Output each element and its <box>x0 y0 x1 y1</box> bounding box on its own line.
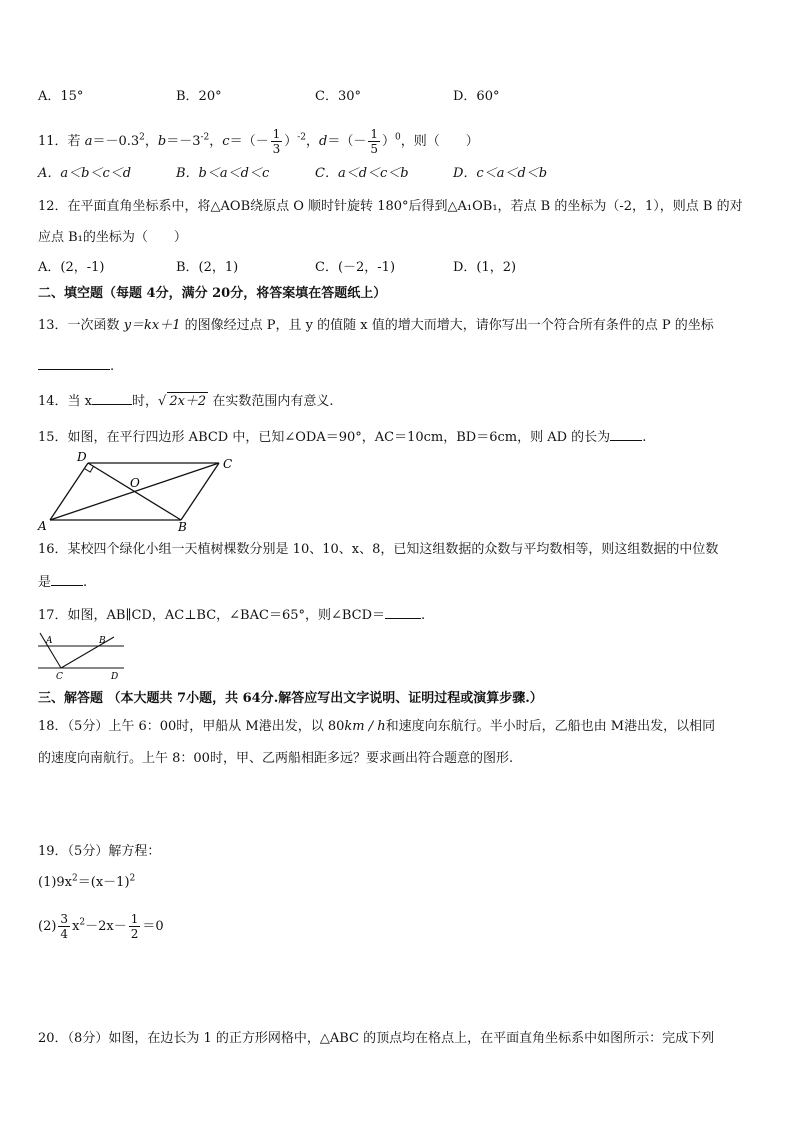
q18-stem-line2: 的速度向南航行。上午 8：00时，甲、乙两船相距多远？要求画出符合题意的图形. <box>38 751 514 766</box>
q11-option-c: C．a＜d＜c＜b <box>315 166 409 181</box>
q15-blank[interactable] <box>610 426 642 441</box>
q19-equation-2: (2) $\frac{3}{4}$ $x^2-2x-$ $\frac{1}{2}$ ＝0 <box>38 912 164 941</box>
q16-blank[interactable] <box>51 571 83 586</box>
q17-parallel-lines-figure <box>34 628 129 684</box>
q10-option-d: D．60° <box>453 89 500 104</box>
q15-stem: 15．如图，在平行四边形 ABCD 中，已知∠ODA＝90°，AC＝10cm，BD＝6cm，则 AD 的长为 . <box>38 426 646 447</box>
q17-blank[interactable] <box>385 604 421 619</box>
q20-stem-line1: 20．（8分）如图，在边长为 1 的正方形网格中，△ABC 的顶点均在格点上，在平面直角坐标系中如图所示：完成下列 <box>38 1031 715 1046</box>
label-c: C <box>56 672 63 682</box>
label-b: B <box>99 636 106 646</box>
label-a: A <box>38 519 47 532</box>
q13-blank[interactable] <box>38 355 110 370</box>
sqrt-sign: √ <box>158 394 167 409</box>
segment-cb <box>61 637 114 668</box>
q10-option-b: B．20° <box>176 89 222 104</box>
diagonal-bd <box>88 463 181 520</box>
q10-option-c: C．30° <box>315 89 361 104</box>
q10-option-a: A．15° <box>38 89 84 104</box>
q16-stem-line1: 16．某校四个绿化小组一天植树棵数分别是 10、10、x、8，已知这组数据的众数与平均数相等，则这组数据的中位数 <box>38 542 719 557</box>
q13-stem: 13．一次函数 y＝kx＋1 的图像经过点 P，且 y 的值随 x 值的增大而增大，请你写出一个符合所有条件的点 P 的坐标 <box>38 318 714 333</box>
q11-frac-c: $\frac{1}{3}$ <box>272 127 281 156</box>
q11-option-b: B．b＜a＜d＜c <box>176 166 270 181</box>
label-o: O <box>130 476 140 490</box>
section-3-title: 三、解答题 （本大题共 7小题，共 64分.解答应写出文字说明、证明过程或演算步骤.） <box>38 691 543 706</box>
label-d: D <box>77 450 87 464</box>
label-c: C <box>223 457 233 471</box>
side-cb <box>181 463 219 520</box>
q12-option-d: D．(1，2) <box>453 260 517 275</box>
label-a: A <box>46 636 53 646</box>
label-b: B <box>178 520 187 532</box>
q11-stem: 11．若 $a=-0.3^2$，$b=-3^{-2}$，c＝（－ $\frac{1}{3}$ ）$^{-2}$，d＝（－ $\frac{1}{5}$ ）$^0$，则（ ） <box>38 127 479 156</box>
q12-option-b: B．(2，1) <box>176 260 239 275</box>
q12-option-a: A．(2，-1) <box>38 260 105 275</box>
q19-frac-1-2: $\frac{1}{2}$ <box>130 912 139 941</box>
section-2-title: 二、填空题（每题 4分，满分 20分，将答案填在答题纸上） <box>38 286 387 301</box>
q14-blank[interactable] <box>92 390 132 405</box>
side-ad <box>50 463 88 520</box>
q12-stem-line1: 12．在平面直角坐标系中，将△AOB绕原点 O 顺时针旋转 180°后得到△A₁OB₁，若点 B 的坐标为（-2，1），则点 B 的对 <box>38 199 743 214</box>
right-angle-mark <box>85 466 94 472</box>
q12-stem-line2: 应点 B₁的坐标为（ ） <box>38 230 187 245</box>
q19-equation-1: $(1)9x^2=(x-1)^2$ <box>38 873 136 890</box>
q11-option-a: A．a＜b＜c＜d <box>38 166 132 181</box>
q12-option-c: C．(－2，-1) <box>315 260 396 275</box>
q18-stem-line1: 18．（5分）上午 6：00时，甲船从 M港出发，以 80km / h和速度向东航行。半小时后，乙船也由 M港出发，以相同 <box>38 719 716 734</box>
q15-parallelogram-figure <box>36 448 246 532</box>
q16-stem-line2: 是 . <box>38 571 87 592</box>
q11-option-d: D．c＜a＜d＜b <box>453 166 548 181</box>
q11-frac-d: $\frac{1}{5}$ <box>370 127 379 156</box>
q19-frac-3-4: $\frac{3}{4}$ <box>60 912 69 941</box>
q14-stem: 14．当 x 时，√ 2x＋2 在实数范围内有意义. <box>38 390 333 411</box>
label-d: D <box>111 672 119 682</box>
q13-answer-line: . <box>38 355 114 376</box>
q19-title: 19．（5分）解方程： <box>38 844 161 859</box>
q17-stem: 17．如图，AB∥CD，AC⊥BC，∠BAC＝65°，则∠BCD＝ . <box>38 604 425 625</box>
